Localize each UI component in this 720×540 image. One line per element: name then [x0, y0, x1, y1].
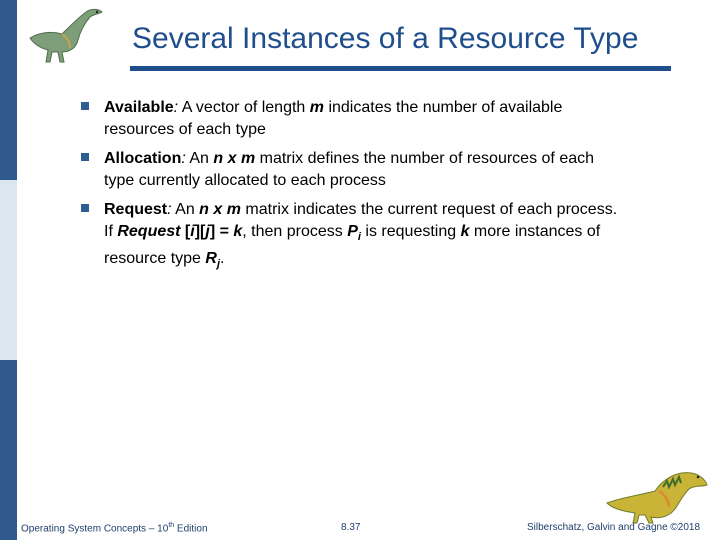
bullet-text: , then process	[242, 223, 348, 240]
bullet-text: A vector of length	[178, 99, 310, 116]
footer-book-sup: th	[168, 522, 175, 529]
bullet-text: An	[171, 201, 200, 218]
bullet-text: indicates the number of available resources of each type	[104, 99, 563, 138]
term-request: Request	[104, 201, 168, 218]
bullet-marker-icon	[81, 153, 89, 161]
side-strip-top	[0, 0, 17, 180]
bullet-text: An	[185, 150, 214, 167]
dinosaur-icon	[603, 465, 711, 525]
footer-book-title	[21, 522, 208, 534]
bullet-allocation	[81, 148, 621, 192]
var-k: k	[460, 223, 470, 240]
term-available: Available	[104, 99, 174, 116]
page-title: Several Instances of a Resource Type	[132, 22, 639, 55]
term-separator: :	[167, 201, 172, 218]
resource-r-sub: j	[216, 258, 221, 271]
expr-request: Request	[117, 223, 181, 240]
footer-book-prefix: Operating System Concepts – 10	[21, 523, 169, 535]
bullet-marker-icon	[81, 102, 89, 110]
expr-j: j	[205, 223, 210, 240]
matrix-dims: n x m	[213, 150, 256, 167]
process-p-sub: i	[357, 231, 361, 244]
dinosaur-icon	[26, 4, 110, 66]
term-separator: :	[173, 99, 179, 116]
bullet-text: more instances of resource type	[104, 223, 601, 268]
term-allocation: Allocation	[104, 150, 182, 167]
expr-i: i	[190, 223, 195, 240]
footer-book-suffix: Edition	[174, 523, 208, 535]
var-m: m	[309, 99, 324, 116]
term-separator: :	[181, 150, 186, 167]
side-strip-bottom	[0, 360, 17, 540]
process-p: P	[347, 223, 358, 240]
bullet-marker-icon	[81, 204, 89, 212]
expr-bracket: [	[180, 223, 191, 240]
expr-bracket: ][	[194, 223, 206, 240]
bullet-available	[81, 97, 621, 141]
bullet-text: matrix indicates the current request of each process. If	[104, 201, 618, 240]
matrix-dims: n x m	[199, 201, 241, 218]
bullet-text: is requesting	[360, 223, 461, 240]
bullet-list	[81, 97, 621, 282]
resource-r: R	[205, 250, 217, 268]
bullet-text: .	[220, 250, 225, 268]
side-strip-middle	[0, 180, 17, 360]
bullet-text: matrix defines the number of resources of each type currently allocated to each process	[104, 150, 595, 189]
footer-page-number: 8.37	[341, 522, 361, 533]
title-underline	[130, 66, 671, 71]
footer-copyright: Silberschatz, Galvin and Gagne ©2018	[527, 522, 701, 533]
bullet-request	[81, 199, 621, 275]
expr-equals: ] =	[209, 223, 234, 240]
expr-k: k	[233, 223, 243, 240]
